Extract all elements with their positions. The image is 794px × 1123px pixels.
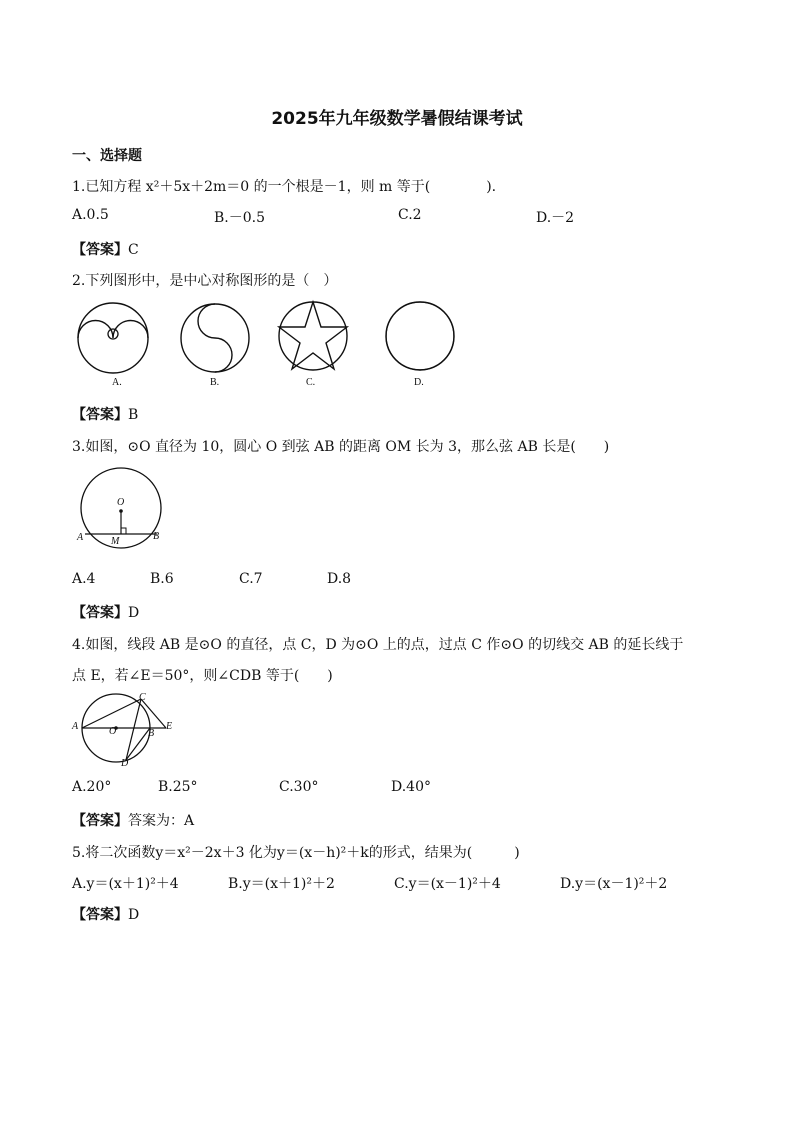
question-1-answer	[72, 239, 139, 259]
figure-3-label-o: O	[117, 497, 125, 508]
question-3-answer	[72, 602, 139, 622]
answer-tag: 【答案】	[72, 605, 128, 621]
question-5-answer	[72, 904, 139, 924]
question-5-stem: 5.将二次函数y＝x²－2x＋3 化为y＝(x－h)²＋k的形式，结果为( )	[72, 845, 520, 861]
question-4-option-d: D.40°	[391, 779, 431, 795]
figure-2c	[277, 299, 349, 373]
question-1-option-b: B.－0.5	[214, 210, 266, 226]
figure-3-label-m: M	[111, 536, 120, 547]
answer-value: D	[128, 907, 140, 923]
question-2-stem: 2.下列图形中，是中心对称图形的是（ ）	[72, 273, 338, 289]
question-5-option-b: B.y＝(x＋1)²＋2	[228, 876, 335, 892]
question-1-option-a: A.0.5	[72, 207, 109, 223]
question-4-option-b: B.25°	[158, 779, 198, 795]
answer-value: B	[128, 407, 139, 423]
answer-value: C	[128, 242, 139, 258]
figure-2b-label: B.	[210, 377, 220, 388]
figure-4-label-a: A	[72, 721, 79, 732]
answer-tag: 【答案】	[72, 407, 128, 423]
question-4-stem-line-1: 4.如图，线段 AB 是⊙O 的直径，点 C，D 为⊙O 上的点，过点 C 作⊙O 的切线交 AB 的延长线于	[72, 637, 684, 653]
figure-3-label-a: A	[77, 532, 84, 543]
answer-tag: 【答案】	[72, 242, 128, 258]
figure-4-label-d: D	[121, 758, 129, 769]
figure-4-label-c: C	[139, 692, 146, 703]
question-1-stem: 1.已知方程 x²＋5x＋2m＝0 的一个根是－1，则 m 等于( ).	[72, 179, 497, 195]
question-1-option-d: D.－2	[536, 210, 575, 226]
question-3-option-a: A.4	[72, 571, 96, 587]
figure-4-label-o: O	[109, 726, 117, 737]
figure-2d	[384, 299, 456, 373]
question-3-option-b: B.6	[150, 571, 174, 587]
question-3-option-c: C.7	[239, 571, 263, 587]
question-4-option-a: A.20°	[72, 779, 112, 795]
figure-2b	[179, 301, 251, 375]
figure-2c-label: C.	[306, 377, 316, 388]
question-5-option-d: D.y＝(x－1)²＋2	[560, 876, 668, 892]
question-3-option-d: D.8	[327, 571, 352, 587]
answer-tag: 【答案】	[72, 813, 128, 829]
figure-2a	[76, 301, 150, 375]
question-4-stem-line-2: 点 E，若∠E＝50°，则∠CDB 等于( )	[72, 668, 333, 684]
answer-value: 答案为：A	[128, 813, 195, 829]
question-3-stem: 3.如图，⊙O 直径为 10，圆心 O 到弦 AB 的距离 OM 长为 3，那么弦 AB 长是( )	[72, 439, 610, 455]
answer-tag: 【答案】	[72, 907, 128, 923]
answer-value: D	[128, 605, 140, 621]
question-4-answer	[72, 810, 194, 830]
figure-2d-label: D.	[414, 377, 424, 388]
page-title: 2025年九年级数学暑假结课考试	[271, 109, 523, 129]
section-heading: 一、选择题	[72, 148, 142, 164]
figure-2a-label: A.	[112, 377, 122, 388]
question-1-option-c: C.2	[398, 207, 422, 223]
figure-4-label-e: E	[166, 721, 173, 732]
question-5-option-c: C.y＝(x－1)²＋4	[394, 876, 501, 892]
figure-4-label-b: B	[148, 728, 155, 739]
question-5-option-a: A.y＝(x＋1)²＋4	[72, 876, 179, 892]
question-2-answer	[72, 404, 138, 424]
figure-3-label-b: B	[153, 531, 160, 542]
question-4-option-c: C.30°	[279, 779, 319, 795]
